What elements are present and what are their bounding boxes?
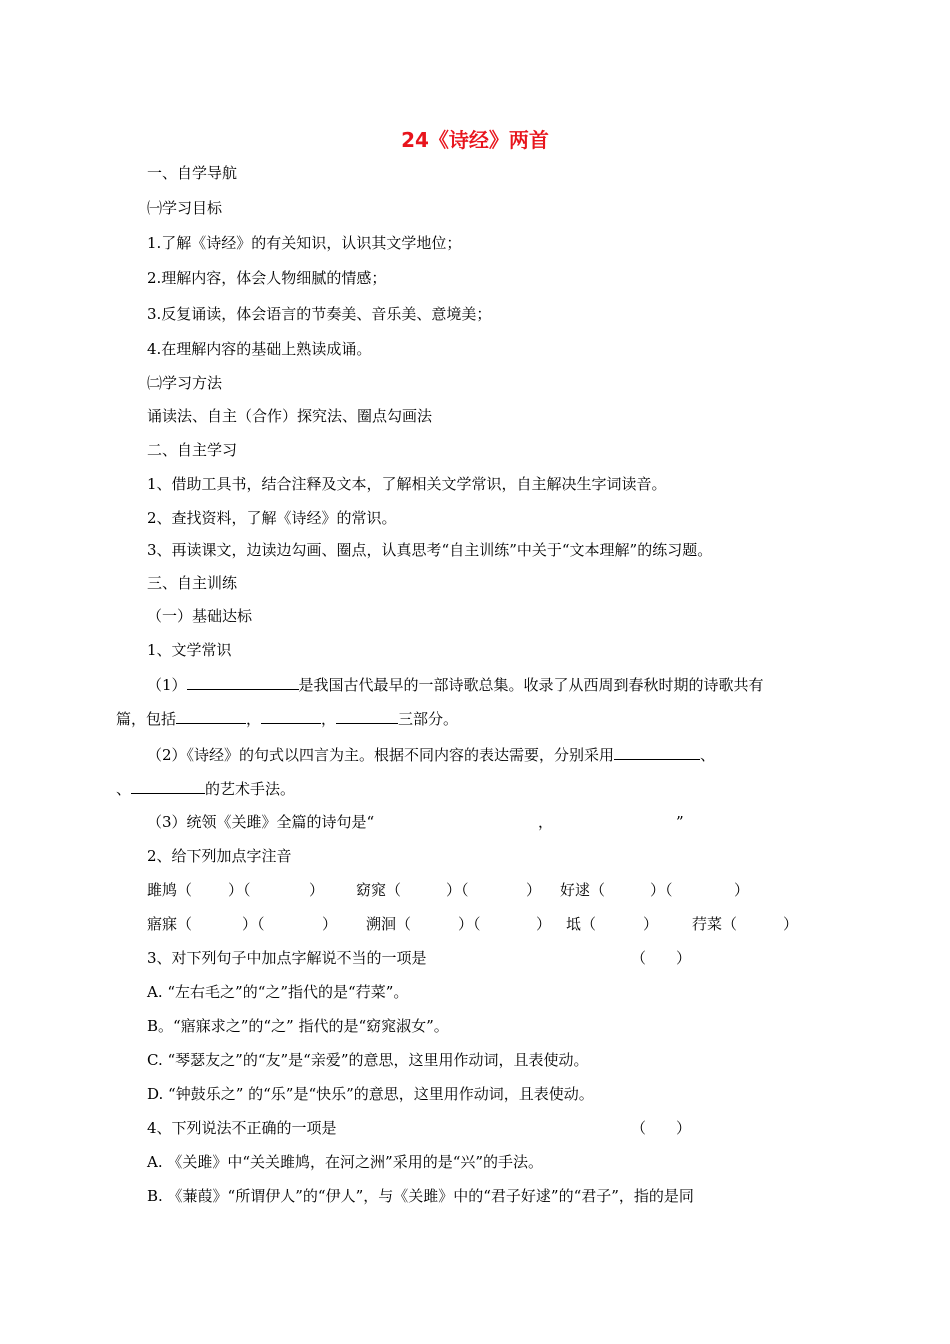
separator: ，	[321, 710, 337, 728]
separator: 、	[700, 746, 716, 764]
fill-blank[interactable]	[261, 708, 321, 724]
fill-blank[interactable]	[336, 708, 398, 724]
method-text: 诵读法、自主（合作）探究法、圈点勾画法	[147, 407, 433, 425]
pinyin-paren: ）	[783, 915, 799, 933]
fill-blank[interactable]	[131, 778, 205, 794]
self-study-item: 3、再读课文，边读边勾画、圈点，认真思考“自主训练”中关于“文本理解”的练习题。	[147, 541, 713, 559]
question-text: 篇，包括	[116, 710, 177, 728]
option-c: C. “琴瑟友之”的“友”是“亲爱”的意思，这里用作动词，且表使动。	[147, 1051, 589, 1069]
separator: ，	[246, 710, 262, 728]
pinyin-paren: ）（	[228, 881, 251, 899]
section-heading-1: 一、自学导航	[147, 164, 238, 182]
pinyin-paren: ）（	[446, 881, 469, 899]
question-2: 2、给下列加点字注音	[147, 847, 292, 865]
pinyin-paren: ）	[643, 915, 659, 933]
subheading-goals: ㈠学习目标	[147, 199, 223, 217]
question-number: （1）	[147, 676, 187, 694]
pinyin-paren: ）	[526, 881, 542, 899]
self-study-item: 1、借助工具书，结合注释及文本，了解相关文学常识，自主解决生字词读音。	[147, 475, 667, 493]
question-1-1-line	[147, 674, 764, 695]
question-1-2-line	[147, 744, 715, 765]
pinyin-word: 窈窕（	[356, 881, 402, 899]
separator: ，	[538, 813, 554, 831]
pinyin-word: 坻（	[566, 915, 597, 933]
goal-item: 4.在理解内容的基础上熟读成诵。	[147, 340, 372, 358]
question-4: 4、下列说法不正确的一项是	[147, 1119, 337, 1137]
pinyin-paren: ）	[309, 881, 325, 899]
pinyin-paren: ）	[536, 915, 552, 933]
goal-item: 1.了解《诗经》的有关知识，认识其文学地位；	[147, 234, 462, 252]
question-3: 3、对下列句子中加点字解说不当的一项是	[147, 949, 427, 967]
fill-blank[interactable]	[614, 744, 700, 760]
section-heading-2: 二、自主学习	[147, 441, 238, 459]
goal-item: 3.反复诵读，体会语言的节奏美、音乐美、意境美；	[147, 305, 492, 323]
self-study-item: 2、查找资料，了解《诗经》的常识。	[147, 509, 397, 527]
fill-blank[interactable]	[176, 708, 246, 724]
question-1-2-line2	[116, 778, 295, 799]
page-title: 24《诗经》两首	[401, 128, 549, 152]
question-text: 是我国古代最早的一部诗歌总集。收录了从西周到春秋时期的诗歌共有	[298, 676, 764, 694]
subheading-basic: （一）基础达标	[147, 607, 253, 625]
question-text: 三部分。	[398, 710, 459, 728]
closing-quote: ”	[676, 813, 684, 831]
separator: 、	[116, 780, 132, 798]
pinyin-word: 寤寐（	[147, 915, 193, 933]
fill-blank[interactable]	[187, 674, 299, 690]
pinyin-paren: ）	[734, 881, 750, 899]
pinyin-paren: ）（	[458, 915, 481, 933]
pinyin-paren: ）（	[242, 915, 265, 933]
question-1-3: （3）统领《关雎》全篇的诗句是“	[147, 813, 375, 831]
option-b: B. 《蒹葭》“所谓伊人”的“伊人”，与《关雎》中的“君子好逑”的“君子”，指的是同	[147, 1187, 694, 1205]
option-a: A. “左右毛之”的“之”指代的是“荇菜”。	[147, 983, 409, 1001]
pinyin-word: 荇菜（	[692, 915, 738, 933]
subheading-method: ㈡学习方法	[147, 374, 223, 392]
pinyin-word: 溯洄（	[366, 915, 412, 933]
question-1-1-line2	[116, 708, 458, 729]
option-d: D. “钟鼓乐之” 的“乐”是“快乐”的意思，这里用作动词，且表使动。	[147, 1085, 594, 1103]
question-text: （2）《诗经》的句式以四言为主。根据不同内容的表达需要，分别采用	[147, 746, 615, 764]
pinyin-word: 雎鸠（	[147, 881, 193, 899]
section-heading-3: 三、自主训练	[147, 574, 238, 592]
question-text: 的艺术手法。	[205, 780, 296, 798]
answer-paren[interactable]: （ ）	[631, 1119, 692, 1137]
question-1: 1、文学常识	[147, 641, 232, 659]
pinyin-paren: ）（	[650, 881, 673, 899]
answer-paren[interactable]: （ ）	[631, 949, 692, 967]
option-b: B。“寤寐求之”的“之” 指代的是“窈窕淑女”。	[147, 1017, 449, 1035]
goal-item: 2.理解内容，体会人物细腻的情感；	[147, 269, 387, 287]
pinyin-word: 好逑（	[560, 881, 606, 899]
option-a: A. 《关雎》中“关关雎鸠，在河之洲”采用的是“兴”的手法。	[147, 1153, 544, 1171]
pinyin-paren: ）	[322, 915, 338, 933]
